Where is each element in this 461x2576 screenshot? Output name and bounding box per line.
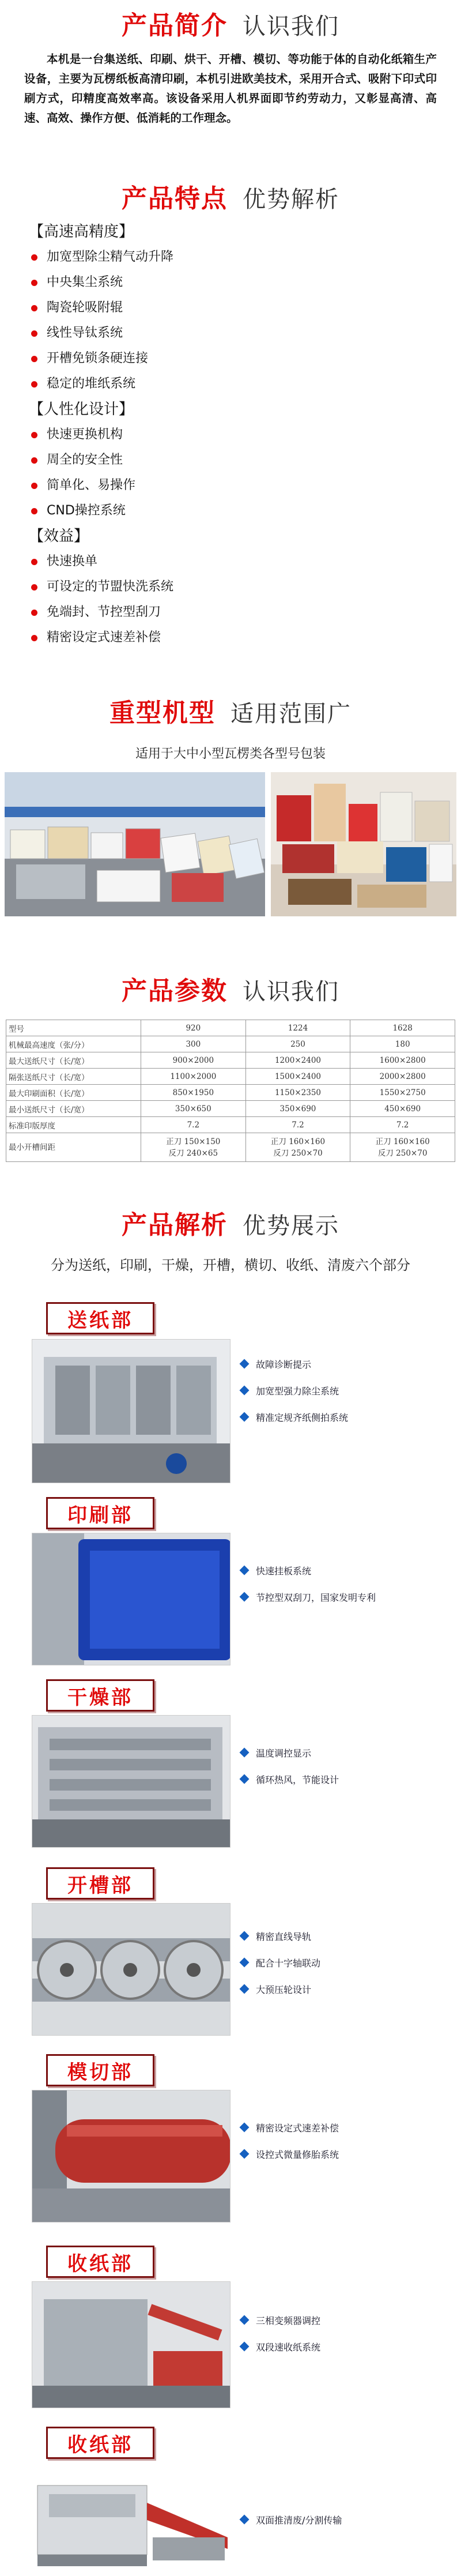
analysis-section — [0, 1204, 461, 2576]
feature-item: 加宽型除尘精气动升降 — [23, 245, 461, 270]
bullet-icon — [31, 559, 37, 565]
intro-body: 本机是一台集送纸、印刷、烘干、开槽、模切、等功能于体的自动化纸箱生产设备，主要为瓦楞纸板高清印刷，本机引进欧美技术，采用开合式、吸附下印式印刷方式，印精度高效率高。该设备采用人机界面即节约劳动力，又彰显高清、高速、高效、操作方便、低消耗的工作理念。 — [24, 52, 437, 125]
bullet-icon — [31, 457, 37, 464]
bullet-icon — [31, 508, 37, 514]
part-feature: 配合十字轴联动 — [241, 1949, 320, 1976]
part-feature: 故障诊断提示 — [241, 1351, 348, 1377]
feature-item: 稳定的堆纸系统 — [23, 371, 461, 397]
bullet-icon — [31, 330, 37, 337]
part-feature: 设控式微量修胎系统 — [241, 2141, 339, 2167]
feeding-feature-list — [241, 1351, 348, 1430]
bullet-icon — [31, 280, 37, 286]
feature-group-head: 【人性化设计】 — [29, 401, 134, 418]
part-feature: 加宽型强力除尘系统 — [241, 1377, 348, 1404]
diamond-icon — [240, 1386, 250, 1396]
part-label-die-cutting: 模切部 — [46, 2054, 154, 2086]
feature-item: CND操控系统 — [23, 498, 461, 524]
table-row: 最小送纸尺寸（长/宽） 350×650 350×690 450×690 — [6, 1101, 455, 1117]
part-label-drying: 干燥部 — [46, 1679, 154, 1712]
stacker-feature-list — [241, 2506, 342, 2533]
scope-title-gray: 适用范围广 — [231, 701, 352, 727]
diamond-icon — [240, 1359, 250, 1369]
stacking-feature-list — [241, 2307, 320, 2360]
bullet-icon — [31, 610, 37, 616]
features-title-red: 产品特点 — [122, 184, 228, 213]
part-feature: 快速挂板系统 — [241, 1557, 376, 1584]
feature-group-head: 【高速高精度】 — [29, 223, 134, 240]
part-label-slotting: 开槽部 — [46, 1867, 154, 1900]
slotting-unit-photo — [32, 1903, 231, 2036]
stacker-machine-photo — [32, 2462, 231, 2572]
table-row: 最小开槽间距 正刀 150×150 反刀 240×65 正刀 160×160 反刀 250×70 正刀 160×160 反刀 250×70 — [6, 1133, 455, 1162]
feature-item: 中央集尘系统 — [23, 270, 461, 295]
drying-feature-list — [241, 1739, 339, 1792]
diamond-icon — [240, 1748, 250, 1758]
analysis-title-gray: 优势展示 — [243, 1213, 339, 1239]
features-title-gray: 优势解析 — [243, 186, 339, 213]
bullet-icon — [31, 305, 37, 311]
part-feature: 精密直线导轨 — [241, 1923, 320, 1949]
table-row: 机械最高速度（张/分） 300 250 180 — [6, 1036, 455, 1052]
scope-subtitle: 适用于大中小型瓦楞类各型号包装 — [135, 747, 326, 761]
part-feature: 双段速收纸系统 — [241, 2333, 320, 2360]
scope-title — [0, 692, 461, 729]
params-title — [0, 970, 461, 1007]
feature-item: 周全的安全性 — [23, 447, 461, 473]
part-feature: 节控型双刮刀，国家发明专利 — [241, 1584, 376, 1610]
bullet-icon — [31, 381, 37, 388]
bullet-icon — [31, 356, 37, 362]
params-title-gray: 认识我们 — [243, 979, 339, 1005]
bullet-icon — [31, 584, 37, 591]
part-label-feeding: 送纸部 — [46, 1302, 154, 1334]
part-label-stacker: 收纸部 — [46, 2427, 154, 2459]
scope-section — [0, 692, 461, 916]
diamond-icon — [240, 2315, 250, 2325]
diamond-icon — [240, 1931, 250, 1941]
drying-unit-photo — [32, 1715, 231, 1848]
bullet-icon — [31, 432, 37, 438]
diamond-icon — [240, 1412, 250, 1422]
scope-title-red: 重型机型 — [109, 698, 216, 728]
feature-item: 线性导钛系统 — [23, 321, 461, 346]
feeding-unit-photo — [32, 1339, 231, 1483]
diamond-icon — [240, 1774, 250, 1784]
analysis-title — [0, 1204, 461, 1241]
diamond-icon — [240, 1566, 250, 1575]
diamond-icon — [240, 2515, 250, 2525]
diamond-icon — [240, 1592, 250, 1602]
features-section — [0, 178, 461, 650]
table-row: 隔张送纸尺寸（长/宽） 1100×2000 1500×2400 2000×2800 — [6, 1069, 455, 1085]
part-feature: 双面推清废/分割传输 — [241, 2506, 342, 2533]
feature-item: 陶瓷轮吸附辊 — [23, 295, 461, 321]
part-feature: 大预压轮设计 — [241, 1976, 320, 2002]
part-feature: 精准定规齐纸侧拍系统 — [241, 1404, 348, 1430]
scope-photos — [0, 772, 461, 916]
features-list — [0, 219, 461, 650]
printing-feature-list — [241, 1557, 376, 1610]
feature-item: 快速换单 — [23, 549, 461, 574]
table-row: 最大送纸尺寸（长/宽） 900×2000 1200×2400 1600×2800 — [6, 1052, 455, 1069]
slotting-feature-list — [241, 1923, 320, 2002]
die-cutting-feature-list — [241, 2114, 339, 2167]
bullet-icon — [31, 635, 37, 641]
intro-title-gray: 认识我们 — [243, 13, 339, 40]
feature-item: 简单化、易操作 — [23, 473, 461, 498]
table-header-row: 型号 920 1224 1628 — [6, 1020, 455, 1036]
bullet-icon — [31, 254, 37, 261]
feature-item: 开槽免锁条硬连接 — [23, 346, 461, 371]
analysis-subtitle: 分为送纸，印刷，干燥，开槽，横切、收纸、清废六个部分 — [51, 1257, 410, 1273]
params-section — [0, 970, 461, 1162]
feature-item: 快速更换机构 — [23, 422, 461, 447]
diamond-icon — [240, 1958, 250, 1968]
intro-title-red: 产品简介 — [122, 11, 228, 40]
diamond-icon — [240, 2149, 250, 2159]
gift-boxes-photo — [271, 772, 456, 916]
bullet-icon — [31, 483, 37, 489]
intro-title — [0, 5, 461, 42]
diamond-icon — [240, 1984, 250, 1994]
analysis-title-red: 产品解析 — [122, 1210, 228, 1240]
box-samples-photo — [5, 772, 265, 916]
table-row: 最大印刷面积（长/宽） 850×1950 1150×2350 1550×2750 — [6, 1085, 455, 1101]
die-cutting-unit-photo — [32, 2090, 231, 2222]
feature-item: 可设定的节盟快洗系统 — [23, 574, 461, 600]
part-label-printing: 印刷部 — [46, 1497, 154, 1529]
part-label-stacking: 收纸部 — [46, 2246, 154, 2278]
intro-section — [0, 5, 461, 128]
table-row: 标准印版厚度 7.2 7.2 7.2 — [6, 1117, 455, 1133]
part-feature: 三相变频器调控 — [241, 2307, 320, 2333]
stacking-unit-photo — [32, 2281, 231, 2408]
part-feature: 精密设定式速差补偿 — [241, 2114, 339, 2141]
part-feature: 循环热风，节能设计 — [241, 1766, 339, 1792]
diamond-icon — [240, 2342, 250, 2352]
part-feature: 温度调控显示 — [241, 1739, 339, 1766]
feature-group-head: 【效益】 — [29, 528, 89, 545]
features-title — [0, 178, 461, 215]
feature-item: 精密设定式速差补偿 — [23, 625, 461, 650]
diamond-icon — [240, 2123, 250, 2133]
printing-unit-photo — [32, 1533, 231, 1665]
feature-item: 免端封、节控型刮刀 — [23, 600, 461, 625]
params-title-red: 产品参数 — [122, 976, 228, 1006]
params-table — [6, 1020, 455, 1162]
